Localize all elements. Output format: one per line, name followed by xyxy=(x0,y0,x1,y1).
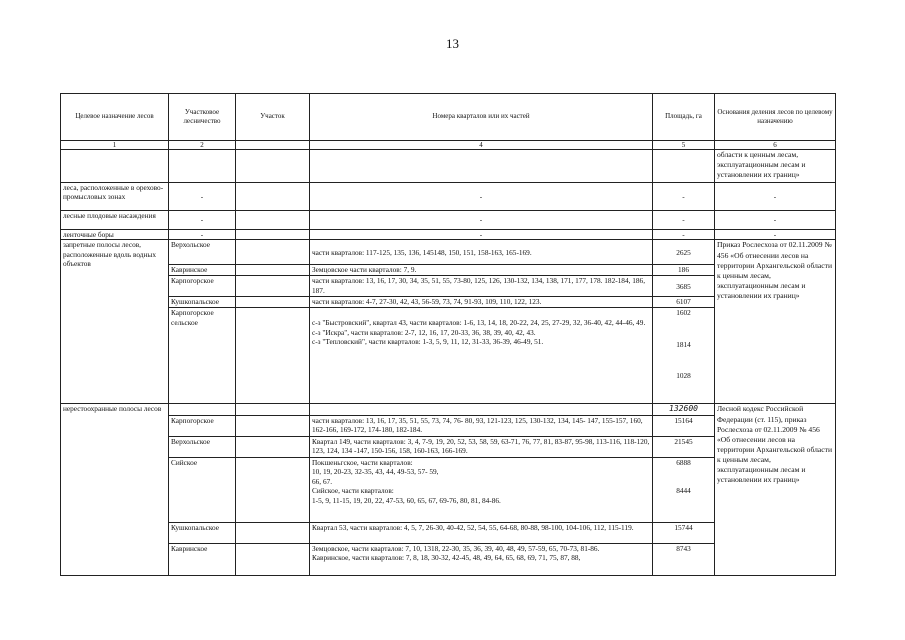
area-cell: 2625 xyxy=(653,240,715,265)
table-row xyxy=(61,230,836,240)
quarters-cell xyxy=(310,457,653,522)
column-number-row xyxy=(61,141,836,150)
header-area: Площадь, га xyxy=(653,94,715,141)
header-row xyxy=(61,94,836,141)
purpose-cell: запретные полосы лесов, расположенные вдоль водных объектов xyxy=(61,240,169,404)
area-cell xyxy=(653,457,715,522)
purpose-cell: нерестоохранные полосы лесов xyxy=(61,404,169,575)
quarters-cell xyxy=(310,308,653,404)
forest-purpose-table xyxy=(60,93,836,576)
area-cell xyxy=(653,308,715,404)
quarters-line: с-з "Искра", части кварталов: 2-7, 12, 16, 17, 20-33, 36, 38, 39, 40, 42, 43. xyxy=(312,327,536,337)
col-number: 5 xyxy=(653,141,715,150)
quarters-cell: - xyxy=(310,230,653,240)
purpose-cell: лесные плодовые насаждения xyxy=(61,211,169,230)
basis-cell: Лесной кодекс Российской Федерации (ст. 115), приказ Рослесхоза от 02.11.2009 № 456 «Об отнесении лесов на территории Архангельской области к ценным лесам, эксплуатационным лесам и установлении их границ» xyxy=(715,404,836,575)
quarters-cell: Земцовское части кварталов: 7, 9. xyxy=(310,265,653,276)
area-value: 8444 xyxy=(676,486,691,496)
quarters-cell: Квартал 53, части кварталов: 4, 5, 7, 26-30, 40-42, 52, 54, 55, 64-68, 80-88, 98-100, 104-106, 112, 115-119. xyxy=(310,522,653,543)
header-purpose: Целевое назначение лесов xyxy=(61,94,169,141)
forestry-cell: Сийское xyxy=(169,457,236,522)
quarters-line: 66, 67. xyxy=(312,476,333,486)
quarters-line: 1-5, 9, 11-15, 19, 20, 22, 47-53, 60, 65, 67, 69-76, 80, 81, 84-86. xyxy=(312,495,501,505)
header-basis: Основания деления лесов по целевому назначению xyxy=(715,94,836,141)
quarters-cell: Квартал 149, части кварталов: 3, 4, 7-9, 19, 20, 52, 53, 58, 59, 63-71, 76, 77, 81, 83-87, 95-98, 113-116, 118-120, 123, 124, 134 -147, 150-156, 158, 160-163, 166-169. xyxy=(310,436,653,457)
col-number: 2 xyxy=(169,141,236,150)
quarters-cell: - xyxy=(310,211,653,230)
area-value: 1028 xyxy=(676,371,691,381)
col-number: 1 xyxy=(61,141,169,150)
quarters-cell: части кварталов: 117-125, 135, 136, 145148, 150, 151, 158-163, 165-169. xyxy=(310,240,653,265)
forestry-cell: Карпогорское сельское xyxy=(169,308,236,404)
quarters-line: с-з "Тепловский", части кварталов: 1-3, 5, 9, 11, 12, 31-33, 36-39, 46-49, 51. xyxy=(312,337,544,347)
header-plot: Участок xyxy=(236,94,310,141)
quarters-cell: части кварталов: 13, 16, 17, 35, 51, 55, 73, 74, 76- 80, 93, 121-123, 125, 130-132, 134, 145- 147, 155-157, 160, 162-166, 169-172, 174-180, 182-184. xyxy=(310,415,653,436)
forestry-cell: Карпогорское xyxy=(169,276,236,297)
header-forestry: Участковое лесничество xyxy=(169,94,236,141)
quarters-line: Кавринское, части кварталов: 7, 8, 18, 30-32, 42-45, 48, 49, 64, 65, 68, 69, 71, 75, 87, 88, xyxy=(312,553,581,563)
forestry-cell: Кавринское xyxy=(169,265,236,276)
col-number: 6 xyxy=(715,141,836,150)
basis-cell: области к ценным лесам, эксплуатационным лесам и установлении их границ» xyxy=(715,150,836,183)
basis-cell: - xyxy=(715,230,836,240)
forestry-cell: - xyxy=(169,183,236,211)
area-cell: 21545 xyxy=(653,436,715,457)
area-cell: - xyxy=(653,211,715,230)
purpose-cell: ленточные боры xyxy=(61,230,169,240)
area-cell: - xyxy=(653,183,715,211)
table-row xyxy=(61,240,836,265)
forestry-cell: Кушкопальское xyxy=(169,522,236,543)
area-cell: 15164 xyxy=(653,415,715,436)
forestry-cell: Верхольское xyxy=(169,240,236,265)
quarters-line: Покшеньгское, части кварталов: xyxy=(312,457,413,467)
quarters-cell: - xyxy=(310,183,653,211)
quarters-line: Сийское, части кварталов: xyxy=(312,486,394,496)
forestry-cell: - xyxy=(169,211,236,230)
table-row xyxy=(61,404,836,415)
basis-cell: - xyxy=(715,183,836,211)
area-total: 132600 xyxy=(653,404,715,415)
table-row xyxy=(61,183,836,211)
table-row xyxy=(61,150,836,183)
quarters-line: 10, 19, 20-23, 32-35, 43, 44, 49-53, 57- 59, xyxy=(312,467,439,477)
purpose-cell: леса, расположенные в орехово-промысловых зонах xyxy=(61,183,169,211)
col-number xyxy=(236,141,310,150)
forestry-cell: Кушкопальское xyxy=(169,297,236,308)
quarters-cell xyxy=(310,543,653,575)
quarters-line: Земцовское, части кварталов: 7, 10, 1318, 22-30, 35, 36, 39, 40, 48, 49, 57-59, 65, 70-73, 81-86. xyxy=(312,543,600,553)
header-quarters: Номера кварталов или их частей xyxy=(310,94,653,141)
col-number: 4 xyxy=(310,141,653,150)
forestry-cell: - xyxy=(169,230,236,240)
quarters-cell: части кварталов: 13, 16, 17, 30, 34, 35, 51, 55, 73-80, 125, 126, 130-132, 134, 138, 171, 177, 178. 182-184, 186, 187. xyxy=(310,276,653,297)
quarters-line: с-з "Быстровский", квартал 43, части кварталов: 1-6, 13, 14, 18, 20-22, 24, 25, 27-29, 32, 36-40, 42, 44-46, 49. xyxy=(312,318,646,328)
area-cell: 186 xyxy=(653,265,715,276)
area-cell: 6107 xyxy=(653,297,715,308)
area-value: 6888 xyxy=(676,457,691,467)
quarters-cell: части кварталов: 4-7, 27-30, 42, 43, 56-59, 73, 74, 91-93, 109, 110, 122, 123. xyxy=(310,297,653,308)
basis-cell: - xyxy=(715,211,836,230)
area-value: 1602 xyxy=(676,308,691,318)
forestry-cell: Карпогорское xyxy=(169,415,236,436)
area-cell: 3685 xyxy=(653,276,715,297)
table-row xyxy=(61,211,836,230)
area-value: 1814 xyxy=(676,339,691,349)
area-cell: - xyxy=(653,230,715,240)
page-number: 13 xyxy=(446,36,459,51)
basis-cell: Приказ Рослесхоза от 02.11.2009 № 456 «Об отнесении лесов на территории Архангельской области к ценным лесам, эксплуатационным лесам и установлении их границ» xyxy=(715,240,836,404)
forestry-cell: Верхольское xyxy=(169,436,236,457)
area-cell: 15744 xyxy=(653,522,715,543)
forestry-cell: Кавринское xyxy=(169,543,236,575)
area-cell: 8743 xyxy=(653,543,715,575)
